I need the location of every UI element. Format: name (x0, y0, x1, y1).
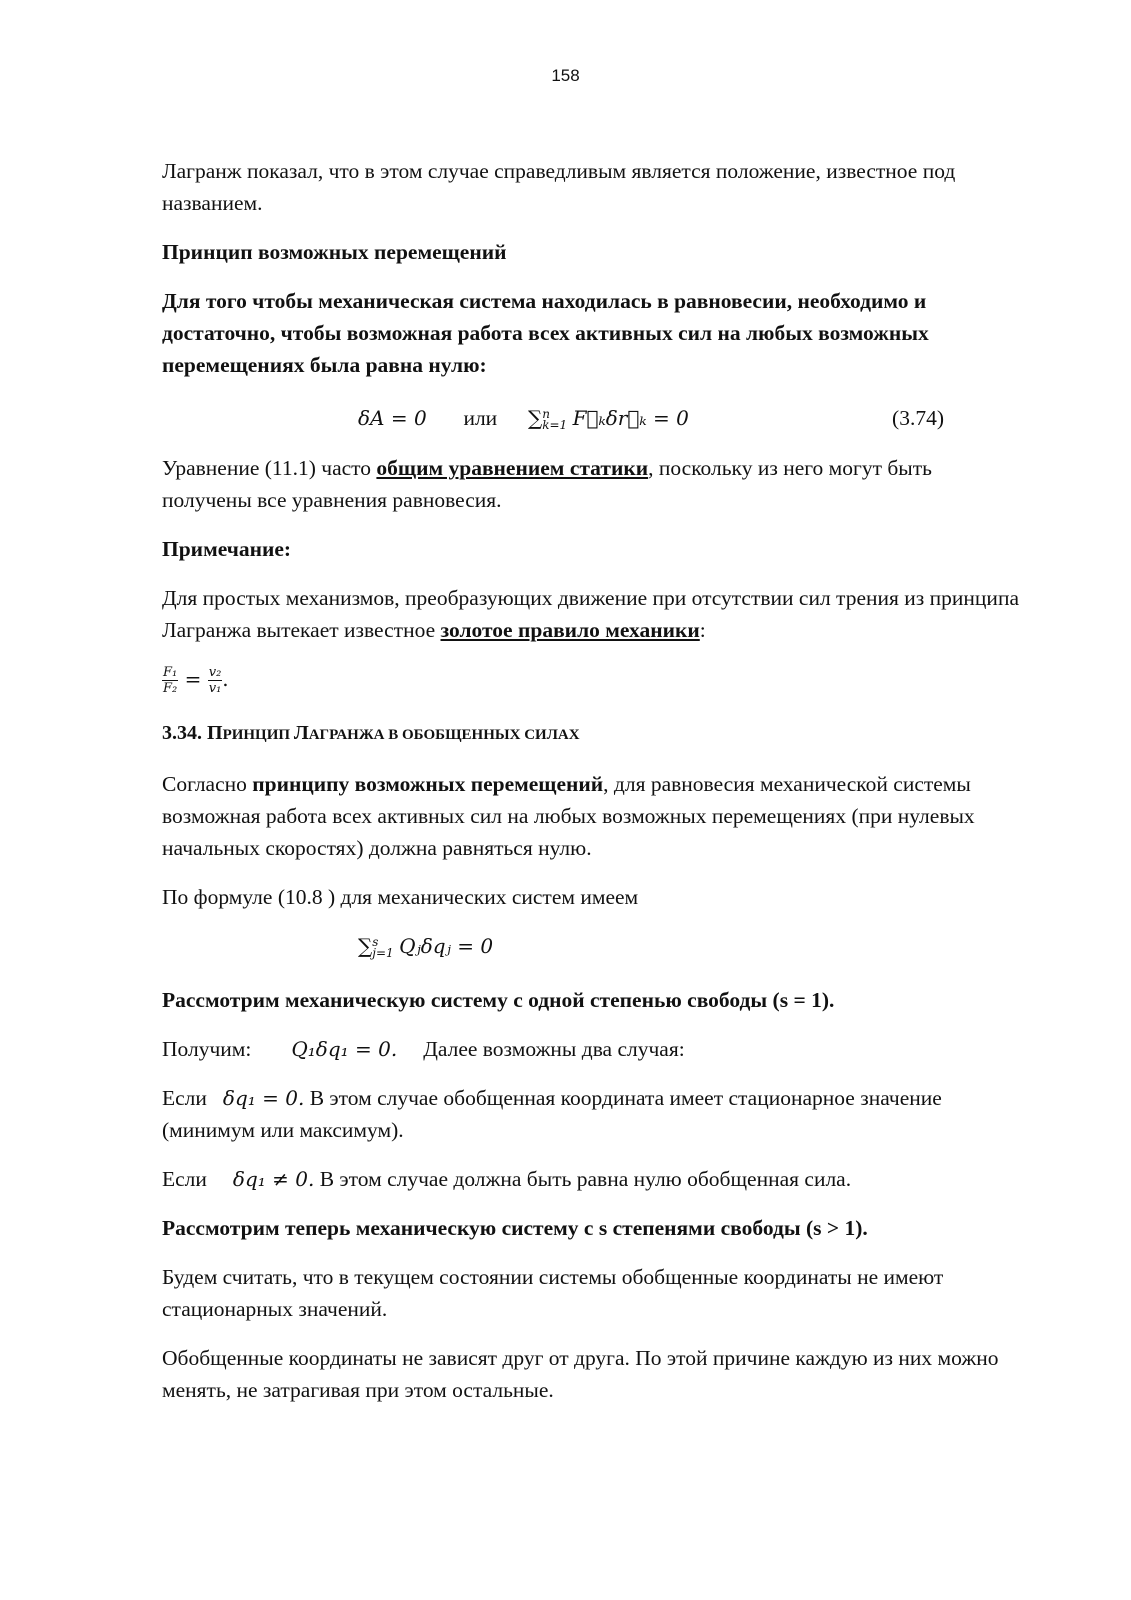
text-segment: Получим: (162, 1037, 252, 1061)
sum-symbol: ∑ (358, 934, 373, 958)
text-segment: В этом случае обобщенная координата имеет стационарное значение (минимум или максимум). (162, 1086, 942, 1142)
text-segment: Далее возможны два случая: (423, 1037, 685, 1061)
sum-lower-limit: j=1 (372, 946, 394, 961)
formula-connector: или (463, 406, 498, 430)
principle-title: Принцип возможных перемещений (162, 240, 507, 264)
paragraph-formula-ref: По формуле (10.8 ) для механических систем имеем (162, 885, 639, 909)
page-body (162, 155, 1022, 1423)
emphasis-golden-rule: золотое правило механики (440, 618, 700, 642)
text-segment: В этом случае должна быть равна нулю обобщенная сила. (314, 1167, 852, 1191)
sum-lower-limit: k=1 (542, 418, 568, 433)
sum-upper-limit: s (372, 935, 379, 950)
text-segment: Для простых механизмов, преобразующих движение при отсутствии сил трения из принципа Лагранжа вытекает известное (162, 586, 1019, 642)
formula-body: F⃗ₖδr⃗ₖ = 0 (572, 406, 689, 430)
velocity-denominator: v₁ (208, 681, 222, 696)
paragraph-independent-coords: Обобщенные координаты не зависят друг от друга. По этой причине каждую из них можно менять, не затрагивая при этом остальные. (162, 1346, 999, 1402)
sum-symbol: ∑ (527, 406, 543, 430)
force-numerator: F₁ (163, 665, 178, 680)
principle-statement: Для того чтобы механическая система находилась в равновесии, необходимо и достаточно, чтобы возможная работа всех активных сил на любых возможных перемещениях была равна нулю: (162, 289, 929, 377)
period: . (222, 667, 229, 691)
formula-left: δA = 0 (358, 406, 427, 430)
paragraph-non-stationary: Будем считать, что в текущем состоянии системы обобщенные координаты не имеют стационарных значений. (162, 1265, 944, 1321)
emphasis-principle: принципу возможных перемещений (252, 772, 604, 796)
note-title: Примечание: (162, 537, 292, 561)
sum-upper-limit: n (542, 407, 550, 422)
page-number: 158 (551, 66, 580, 85)
formula-inline: δq₁ ≠ 0. (232, 1167, 315, 1191)
velocity-numerator: v₂ (208, 665, 222, 680)
paragraph-case-zero (162, 1082, 1022, 1146)
emphasis-general-equation: общим уравнением статики (376, 456, 649, 480)
case-many-dof-title: Рассмотрим теперь механическую систему с s степенями свободы (s > 1). (162, 1216, 868, 1240)
section-number: 3.34. (162, 722, 207, 744)
text-segment: Уравнение (11.1) часто (162, 456, 377, 480)
force-denominator: F₂ (163, 681, 178, 696)
paragraph-case-nonzero (162, 1163, 1022, 1195)
heading-cap: Л (293, 722, 309, 744)
text-segment: , для равновесия механической системы возможная работа всех активных сил на любых возможных перемещениях (при нулевых начальных скоростях) должна равняться нулю. (162, 772, 975, 860)
golden-rule-formula (162, 663, 1022, 703)
paragraph-get (162, 1033, 1022, 1065)
text-segment: Если (162, 1167, 207, 1191)
heading-smallcaps: РИНЦИП (222, 727, 294, 743)
text-segment: Если (162, 1086, 207, 1110)
formula-virtual-work (162, 398, 1022, 442)
text-segment: Согласно (162, 772, 253, 796)
equation-number: (3.74) (892, 406, 944, 430)
paragraph-virtual-displacements (162, 768, 1022, 864)
formula-body: Qⱼδqⱼ = 0 (399, 934, 494, 958)
formula-generalized-forces (358, 930, 1022, 970)
equals-sign: = (184, 667, 202, 691)
paragraph-lagrange-intro: Лагранж показал, что в этом случае справедливым является положение, известное под названием. (162, 159, 956, 215)
text-segment: : (699, 618, 706, 642)
heading-cap: П (207, 722, 223, 744)
heading-smallcaps: АГРАНЖА В ОБОБЩЕННЫХ СИЛАХ (308, 727, 580, 743)
text-segment: , поскольку из него могут быть получены все уравнения равновесия. (162, 456, 932, 512)
formula-inline: Q₁δq₁ = 0. (291, 1037, 398, 1061)
formula-inline: δq₁ = 0. (222, 1086, 305, 1110)
section-heading (162, 717, 1022, 751)
paragraph-golden-rule (162, 582, 1022, 646)
paragraph-general-statics (162, 452, 1022, 516)
case-one-dof-title: Рассмотрим механическую систему с одной степенью свободы (s = 1). (162, 988, 835, 1012)
